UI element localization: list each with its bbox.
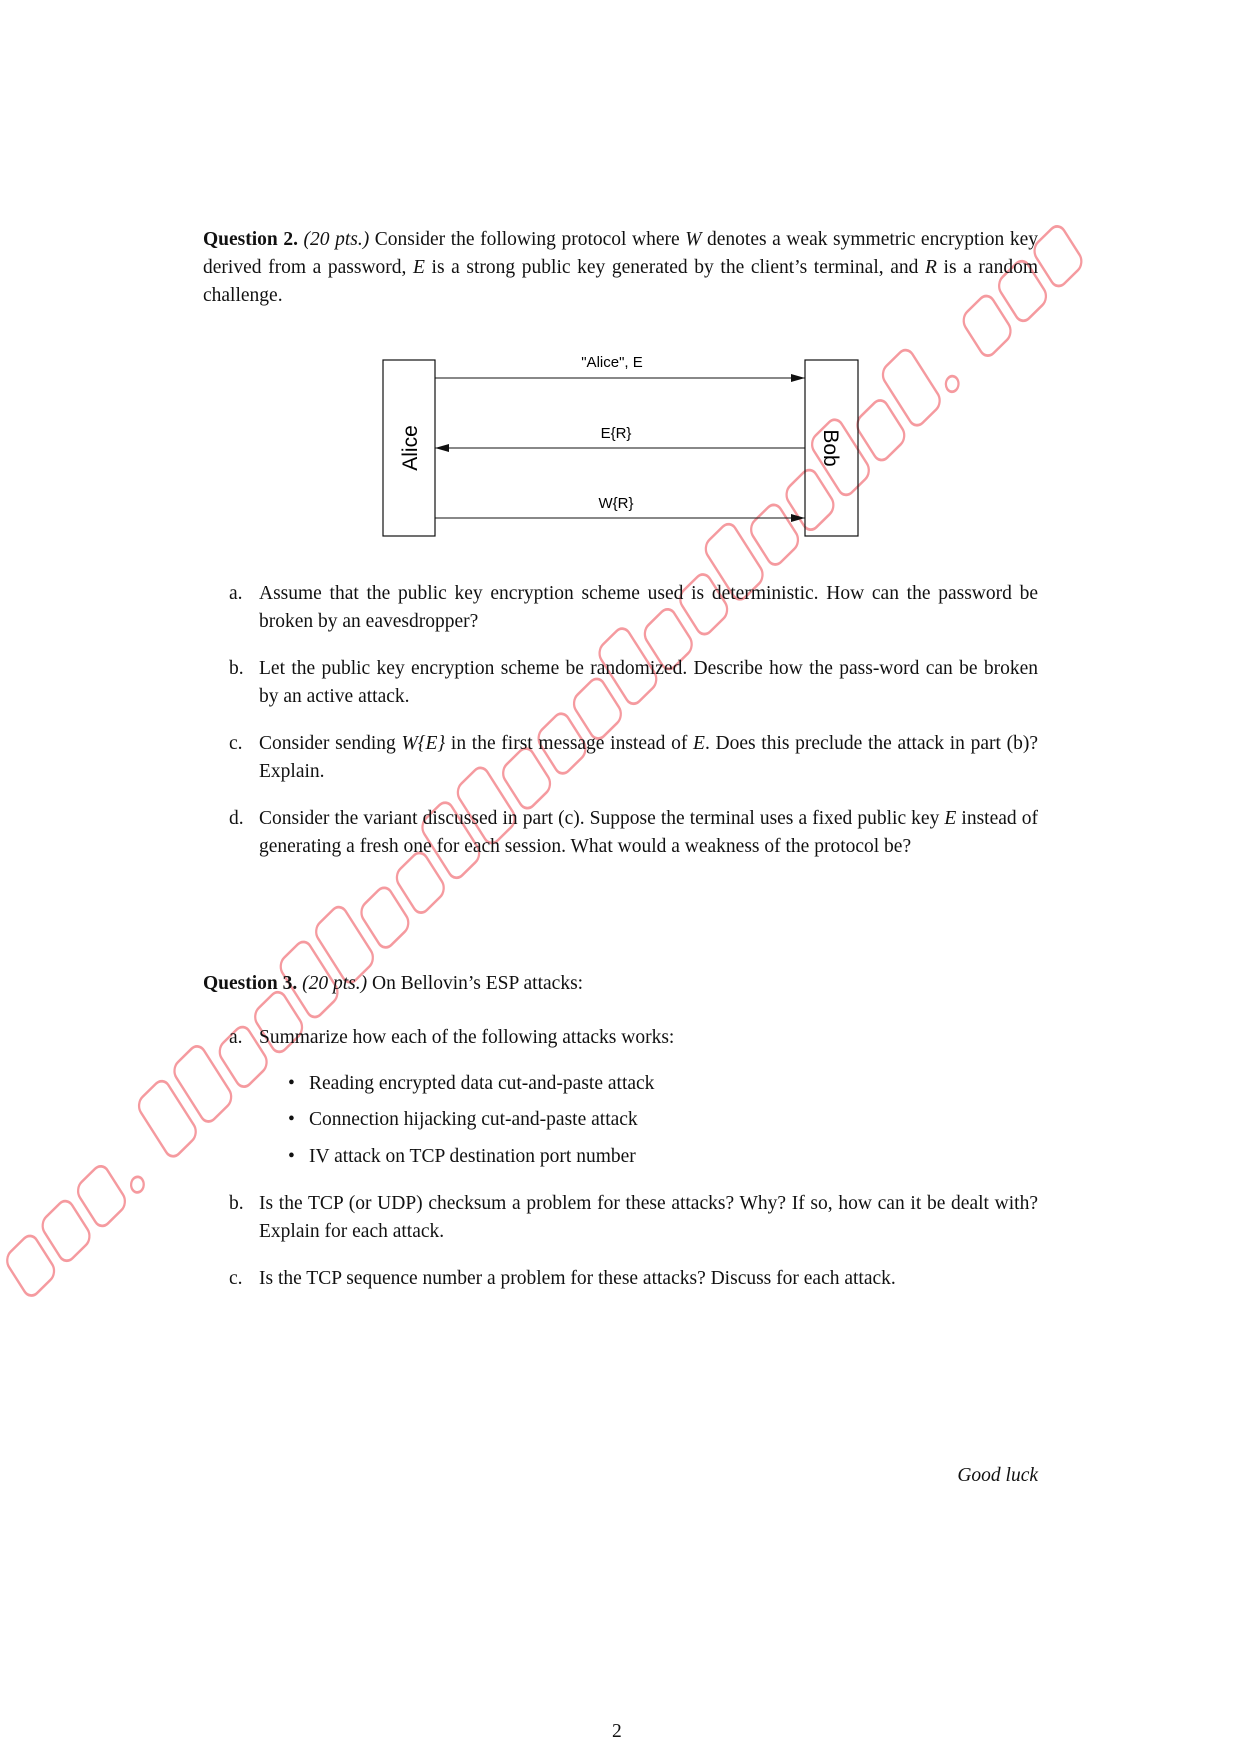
question-2-title: Question 2. <box>203 229 298 250</box>
text-segment: Is the TCP sequence number a problem for these attacks? Discuss for each attack. <box>259 1268 896 1289</box>
text-segment: is a random challenge. <box>203 257 1038 306</box>
text-segment: instead of generating a fresh one for each session. What would a weakness of the protocol be? <box>259 808 1038 857</box>
bullet-item <box>288 1106 638 1134</box>
math-symbol: R <box>925 257 937 278</box>
question-2-item-d <box>229 805 1038 861</box>
bullet-text: Connection hijacking cut-and-paste attack <box>309 1109 638 1130</box>
watermark-glyph <box>4 1231 58 1300</box>
question-3-item-a <box>229 1024 1038 1052</box>
item-label: b. <box>229 658 244 679</box>
watermark-glyph <box>879 346 943 430</box>
question-2-intro <box>203 226 1038 310</box>
alice-label: Alice <box>399 425 422 471</box>
question-2-item-b <box>229 655 1038 711</box>
math-symbol: E <box>693 733 705 754</box>
math-symbol: W{E} <box>401 733 446 754</box>
text-segment: Consider the following protocol where <box>369 229 686 250</box>
item-label: a. <box>229 1027 243 1048</box>
math-symbol: W <box>685 229 702 250</box>
text-segment: On Bellovin’s ESP attacks: <box>367 973 584 994</box>
bullet-text: Reading encrypted data cut-and-paste attack <box>309 1073 655 1094</box>
text-segment: is a strong public key generated by the client’s terminal, and <box>424 257 925 278</box>
question-3-intro <box>203 970 1038 998</box>
protocol-diagram <box>370 340 870 550</box>
item-text <box>259 580 1038 636</box>
watermark-glyph <box>171 1042 235 1126</box>
item-text <box>259 1190 1038 1246</box>
message-1-label: "Alice", E <box>581 354 643 371</box>
watermark-glyph <box>358 883 412 952</box>
watermark-glyph <box>74 1162 128 1231</box>
item-label: b. <box>229 1193 244 1214</box>
math-symbol: E <box>944 808 957 829</box>
item-label: c. <box>229 1268 243 1289</box>
closing-text: Good luck <box>957 1465 1038 1486</box>
question-3-points: (20 pts.) <box>302 973 368 994</box>
watermark-glyph <box>129 1174 147 1196</box>
item-label: a. <box>229 583 243 604</box>
text-segment: . Does this preclude the attack in part (b)? Explain. <box>259 733 1038 782</box>
question-2-item-c <box>229 730 1038 786</box>
message-2-label: E{R} <box>600 425 632 442</box>
item-text <box>259 1265 1038 1293</box>
bullet-item <box>288 1070 654 1098</box>
bullet-icon: • <box>288 1073 295 1094</box>
item-label: d. <box>229 808 244 829</box>
item-text <box>259 1024 1038 1052</box>
bullet-icon: • <box>288 1109 295 1130</box>
text-segment: Assume that the public key encryption scheme used is deterministic. How can the password be broken by an eavesdropper? <box>259 583 1038 632</box>
watermark-glyph <box>135 1077 199 1161</box>
bullet-item <box>288 1143 636 1171</box>
bullet-icon: • <box>288 1146 295 1167</box>
item-label: c. <box>229 733 243 754</box>
text-segment: in the first message instead of <box>445 733 694 754</box>
question-3-item-c <box>229 1265 1038 1293</box>
text-segment: Let the public key encryption scheme be randomized. Describe how the pass-word can be broken by an active attack. <box>259 658 1038 707</box>
watermark-glyph <box>943 373 961 395</box>
page-number: 2 <box>612 1721 622 1742</box>
text-segment: denotes a weak symmetric encryption key derived from a password, <box>203 229 1039 278</box>
question-2-item-a <box>229 580 1038 636</box>
question-2-points: (20 pts.) <box>303 229 370 250</box>
question-3-title: Question 3. <box>203 973 298 994</box>
watermark-glyph <box>1031 222 1085 291</box>
bob-label: Bob <box>819 429 842 467</box>
item-text <box>259 805 1038 861</box>
watermark-glyph <box>39 1197 93 1266</box>
bullet-text: IV attack on TCP destination port number <box>309 1146 636 1167</box>
item-text <box>259 655 1038 711</box>
text-segment: Consider the variant discussed in part (c). Suppose the terminal uses a fixed public key <box>259 808 945 829</box>
question-3-text <box>367 973 583 994</box>
text-segment: Consider sending <box>259 733 402 754</box>
question-3-item-b <box>229 1190 1038 1246</box>
math-symbol: E <box>413 257 425 278</box>
message-3-label: W{R} <box>598 495 634 512</box>
text-segment: Summarize how each of the following attacks works: <box>259 1027 675 1048</box>
text-segment: Is the TCP (or UDP) checksum a problem for these attacks? Why? If so, how can it be dealt with? Explain for each attack. <box>259 1193 1038 1242</box>
item-text <box>259 730 1038 786</box>
